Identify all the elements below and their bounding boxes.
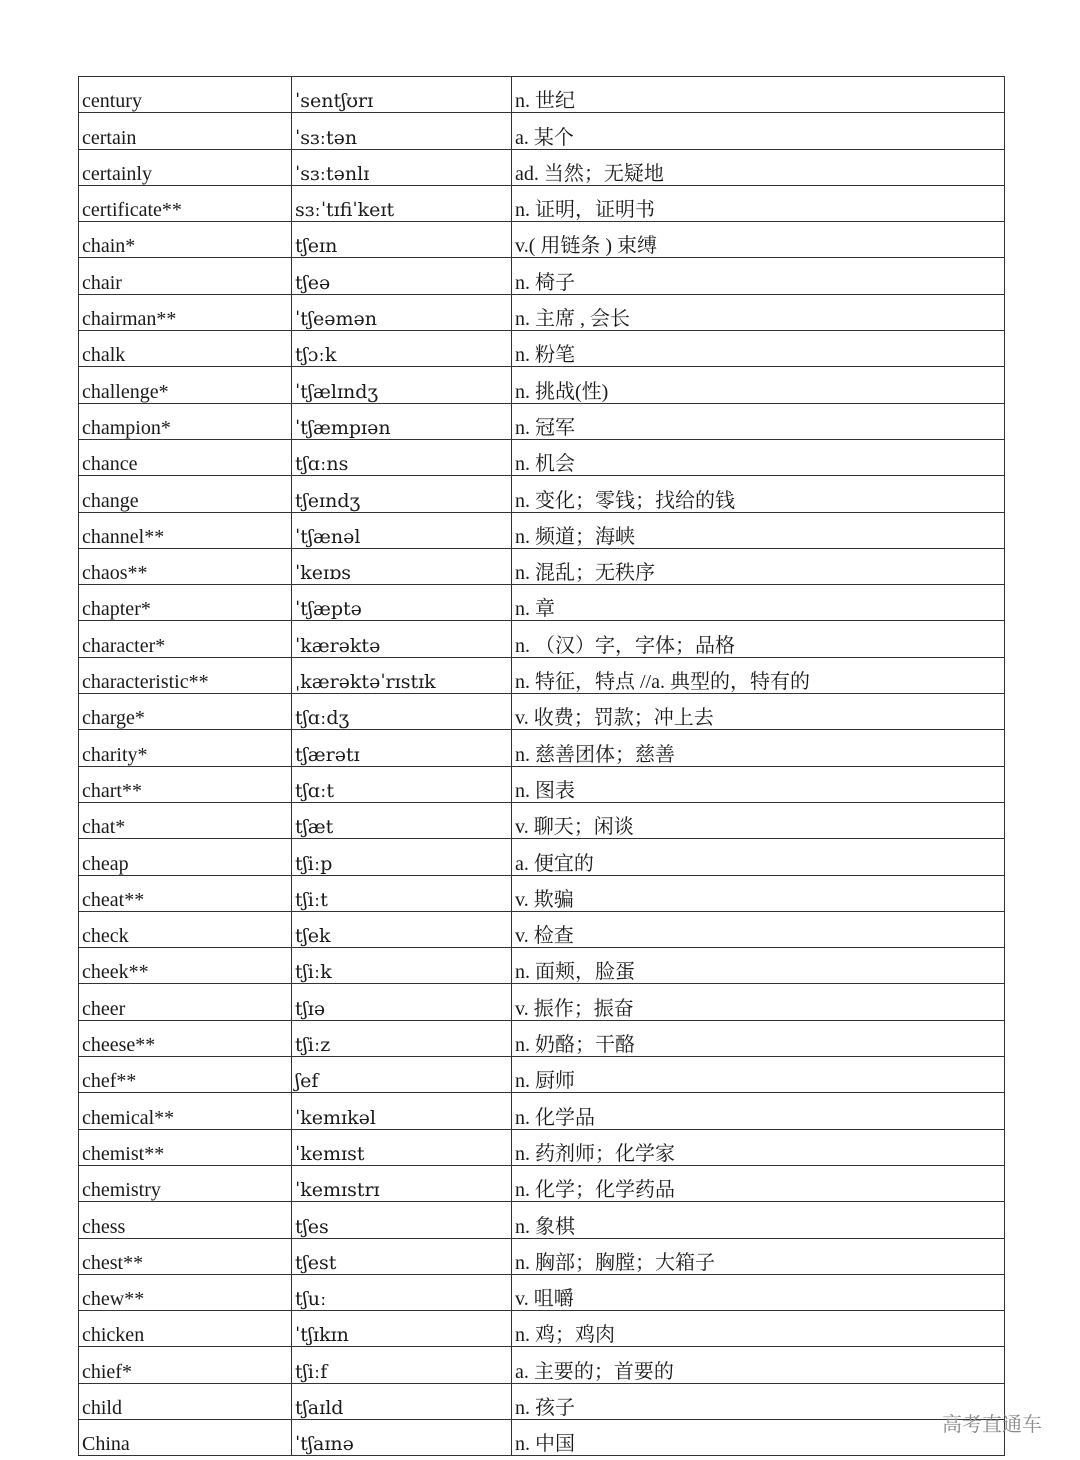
word-cell: cheek** (79, 948, 292, 984)
phonetic-cell: tʃiːp (292, 839, 512, 875)
word-cell: chaos** (79, 548, 292, 584)
meaning-cell: a. 某个 (512, 113, 1005, 149)
meaning-cell: n. 证明，证明书 (512, 185, 1005, 221)
word-cell: certificate** (79, 185, 292, 221)
table-row (79, 403, 1005, 439)
table-row (79, 1057, 1005, 1093)
meaning-cell: n. 鸡；鸡肉 (512, 1311, 1005, 1347)
phonetic-cell: tʃiːz (292, 1020, 512, 1056)
meaning-cell: v.( 用链条 ) 束缚 (512, 222, 1005, 258)
word-cell: charity* (79, 730, 292, 766)
meaning-cell: n. 孩子 (512, 1383, 1005, 1419)
table-row (79, 984, 1005, 1020)
meaning-cell: n. 化学；化学药品 (512, 1165, 1005, 1201)
word-cell: China (79, 1419, 292, 1455)
word-cell: chat* (79, 802, 292, 838)
phonetic-cell: tʃiːk (292, 948, 512, 984)
table-row (79, 730, 1005, 766)
word-cell: chicken (79, 1311, 292, 1347)
word-cell: charge* (79, 694, 292, 730)
phonetic-cell: ˈkemɪstrɪ (292, 1165, 512, 1201)
table-row (79, 1274, 1005, 1310)
word-cell: challenge* (79, 367, 292, 403)
table-row (79, 802, 1005, 838)
table-row (79, 222, 1005, 258)
meaning-cell: n. 机会 (512, 439, 1005, 475)
meaning-cell: n. 图表 (512, 766, 1005, 802)
table-row (79, 331, 1005, 367)
meaning-cell: n. 椅子 (512, 258, 1005, 294)
meaning-cell: n. 厨师 (512, 1057, 1005, 1093)
meaning-cell: n. 章 (512, 585, 1005, 621)
phonetic-cell: tʃest (292, 1238, 512, 1274)
phonetic-cell: tʃærətɪ (292, 730, 512, 766)
meaning-cell: v. 聊天；闲谈 (512, 802, 1005, 838)
table-row (79, 766, 1005, 802)
word-cell: check (79, 911, 292, 947)
phonetic-cell: tʃæt (292, 802, 512, 838)
table-row (79, 621, 1005, 657)
table-row (79, 476, 1005, 512)
meaning-cell: n. 中国 (512, 1419, 1005, 1455)
phonetic-cell: tʃeɪn (292, 222, 512, 258)
word-cell: chain* (79, 222, 292, 258)
table-row (79, 1347, 1005, 1383)
table-row (79, 439, 1005, 475)
meaning-cell: n. 化学品 (512, 1093, 1005, 1129)
table-row (79, 1020, 1005, 1056)
table-row (79, 657, 1005, 693)
table-row (79, 1311, 1005, 1347)
table-row (79, 1165, 1005, 1201)
phonetic-cell: ˈtʃænəl (292, 512, 512, 548)
meaning-cell: n. 象棋 (512, 1202, 1005, 1238)
word-cell: chemistry (79, 1165, 292, 1201)
phonetic-cell: tʃiːt (292, 875, 512, 911)
phonetic-cell: ˌkærəktəˈrɪstɪk (292, 657, 512, 693)
phonetic-cell: tʃiːf (292, 1347, 512, 1383)
phonetic-cell: ˈtʃæmpɪən (292, 403, 512, 439)
word-cell: chapter* (79, 585, 292, 621)
word-cell: chance (79, 439, 292, 475)
meaning-cell: n. 胸部；胸膛；大箱子 (512, 1238, 1005, 1274)
table-row (79, 548, 1005, 584)
word-cell: cheese** (79, 1020, 292, 1056)
meaning-cell: n. 混乱；无秩序 (512, 548, 1005, 584)
phonetic-cell: ˈsɜːtənlɪ (292, 149, 512, 185)
word-cell: chalk (79, 331, 292, 367)
word-cell: chew** (79, 1274, 292, 1310)
word-cell: chemical** (79, 1093, 292, 1129)
table-row (79, 1238, 1005, 1274)
vocabulary-table (78, 76, 1005, 1456)
table-row (79, 694, 1005, 730)
meaning-cell: v. 欺骗 (512, 875, 1005, 911)
meaning-cell: n. 特征，特点 //a. 典型的，特有的 (512, 657, 1005, 693)
table-row (79, 948, 1005, 984)
word-cell: child (79, 1383, 292, 1419)
table-row (79, 1419, 1005, 1455)
word-cell: change (79, 476, 292, 512)
table-row (79, 185, 1005, 221)
meaning-cell: v. 振作；振奋 (512, 984, 1005, 1020)
word-cell: chief* (79, 1347, 292, 1383)
phonetic-cell: ˈsɜːtən (292, 113, 512, 149)
phonetic-cell: ˈkærəktə (292, 621, 512, 657)
meaning-cell: v. 咀嚼 (512, 1274, 1005, 1310)
phonetic-cell: tʃɑːdʒ (292, 694, 512, 730)
phonetic-cell: tʃaɪld (292, 1383, 512, 1419)
phonetic-cell: ˈkemɪkəl (292, 1093, 512, 1129)
table-row (79, 839, 1005, 875)
phonetic-cell: ˈkemɪst (292, 1129, 512, 1165)
phonetic-cell: tʃɔːk (292, 331, 512, 367)
phonetic-cell: tʃeə (292, 258, 512, 294)
phonetic-cell: tʃɑːt (292, 766, 512, 802)
phonetic-cell: ˈsentʃʊrɪ (292, 77, 512, 113)
word-cell: chest** (79, 1238, 292, 1274)
meaning-cell: ad. 当然；无疑地 (512, 149, 1005, 185)
word-cell: chemist** (79, 1129, 292, 1165)
table-row (79, 1383, 1005, 1419)
meaning-cell: n. 世纪 (512, 77, 1005, 113)
meaning-cell: n. （汉）字，字体；品格 (512, 621, 1005, 657)
phonetic-cell: tʃɪə (292, 984, 512, 1020)
phonetic-cell: tʃes (292, 1202, 512, 1238)
table-row (79, 294, 1005, 330)
phonetic-cell: ˈtʃæptə (292, 585, 512, 621)
meaning-cell: n. 慈善团体；慈善 (512, 730, 1005, 766)
phonetic-cell: tʃeɪndʒ (292, 476, 512, 512)
word-cell: certain (79, 113, 292, 149)
meaning-cell: v. 收费；罚款；冲上去 (512, 694, 1005, 730)
meaning-cell: v. 检查 (512, 911, 1005, 947)
word-cell: cheer (79, 984, 292, 1020)
table-row (79, 585, 1005, 621)
table-row (79, 258, 1005, 294)
table-row (79, 1129, 1005, 1165)
table-row (79, 512, 1005, 548)
meaning-cell: n. 粉笔 (512, 331, 1005, 367)
word-cell: certainly (79, 149, 292, 185)
phonetic-cell: ˈtʃælɪndʒ (292, 367, 512, 403)
word-cell: chess (79, 1202, 292, 1238)
meaning-cell: n. 挑战(性) (512, 367, 1005, 403)
meaning-cell: n. 主席 , 会长 (512, 294, 1005, 330)
phonetic-cell: ˈkeɪɒs (292, 548, 512, 584)
phonetic-cell: ˈtʃeəmən (292, 294, 512, 330)
word-cell: cheap (79, 839, 292, 875)
table-row (79, 149, 1005, 185)
table-row (79, 367, 1005, 403)
phonetic-cell: tʃuː (292, 1274, 512, 1310)
phonetic-cell: ˈtʃaɪnə (292, 1419, 512, 1455)
table-row (79, 911, 1005, 947)
phonetic-cell: ʃef (292, 1057, 512, 1093)
meaning-cell: n. 频道；海峡 (512, 512, 1005, 548)
word-cell: character* (79, 621, 292, 657)
word-cell: chef** (79, 1057, 292, 1093)
word-cell: cheat** (79, 875, 292, 911)
meaning-cell: n. 面颊，脸蛋 (512, 948, 1005, 984)
meaning-cell: n. 冠军 (512, 403, 1005, 439)
table-row (79, 1093, 1005, 1129)
word-cell: century (79, 77, 292, 113)
word-cell: chair (79, 258, 292, 294)
meaning-cell: n. 药剂师；化学家 (512, 1129, 1005, 1165)
table-row (79, 77, 1005, 113)
phonetic-cell: ˈtʃɪkɪn (292, 1311, 512, 1347)
meaning-cell: a. 主要的；首要的 (512, 1347, 1005, 1383)
word-cell: champion* (79, 403, 292, 439)
phonetic-cell: tʃɑːns (292, 439, 512, 475)
word-cell: characteristic** (79, 657, 292, 693)
meaning-cell: n. 变化；零钱；找给的钱 (512, 476, 1005, 512)
phonetic-cell: tʃek (292, 911, 512, 947)
meaning-cell: n. 奶酪；干酪 (512, 1020, 1005, 1056)
word-cell: chairman** (79, 294, 292, 330)
table-row (79, 1202, 1005, 1238)
word-cell: chart** (79, 766, 292, 802)
word-cell: channel** (79, 512, 292, 548)
meaning-cell: a. 便宜的 (512, 839, 1005, 875)
phonetic-cell: sɜːˈtɪfiˈkeɪt (292, 185, 512, 221)
table-row (79, 875, 1005, 911)
table-row (79, 113, 1005, 149)
watermark: 高考直通车 (942, 1412, 1042, 1436)
